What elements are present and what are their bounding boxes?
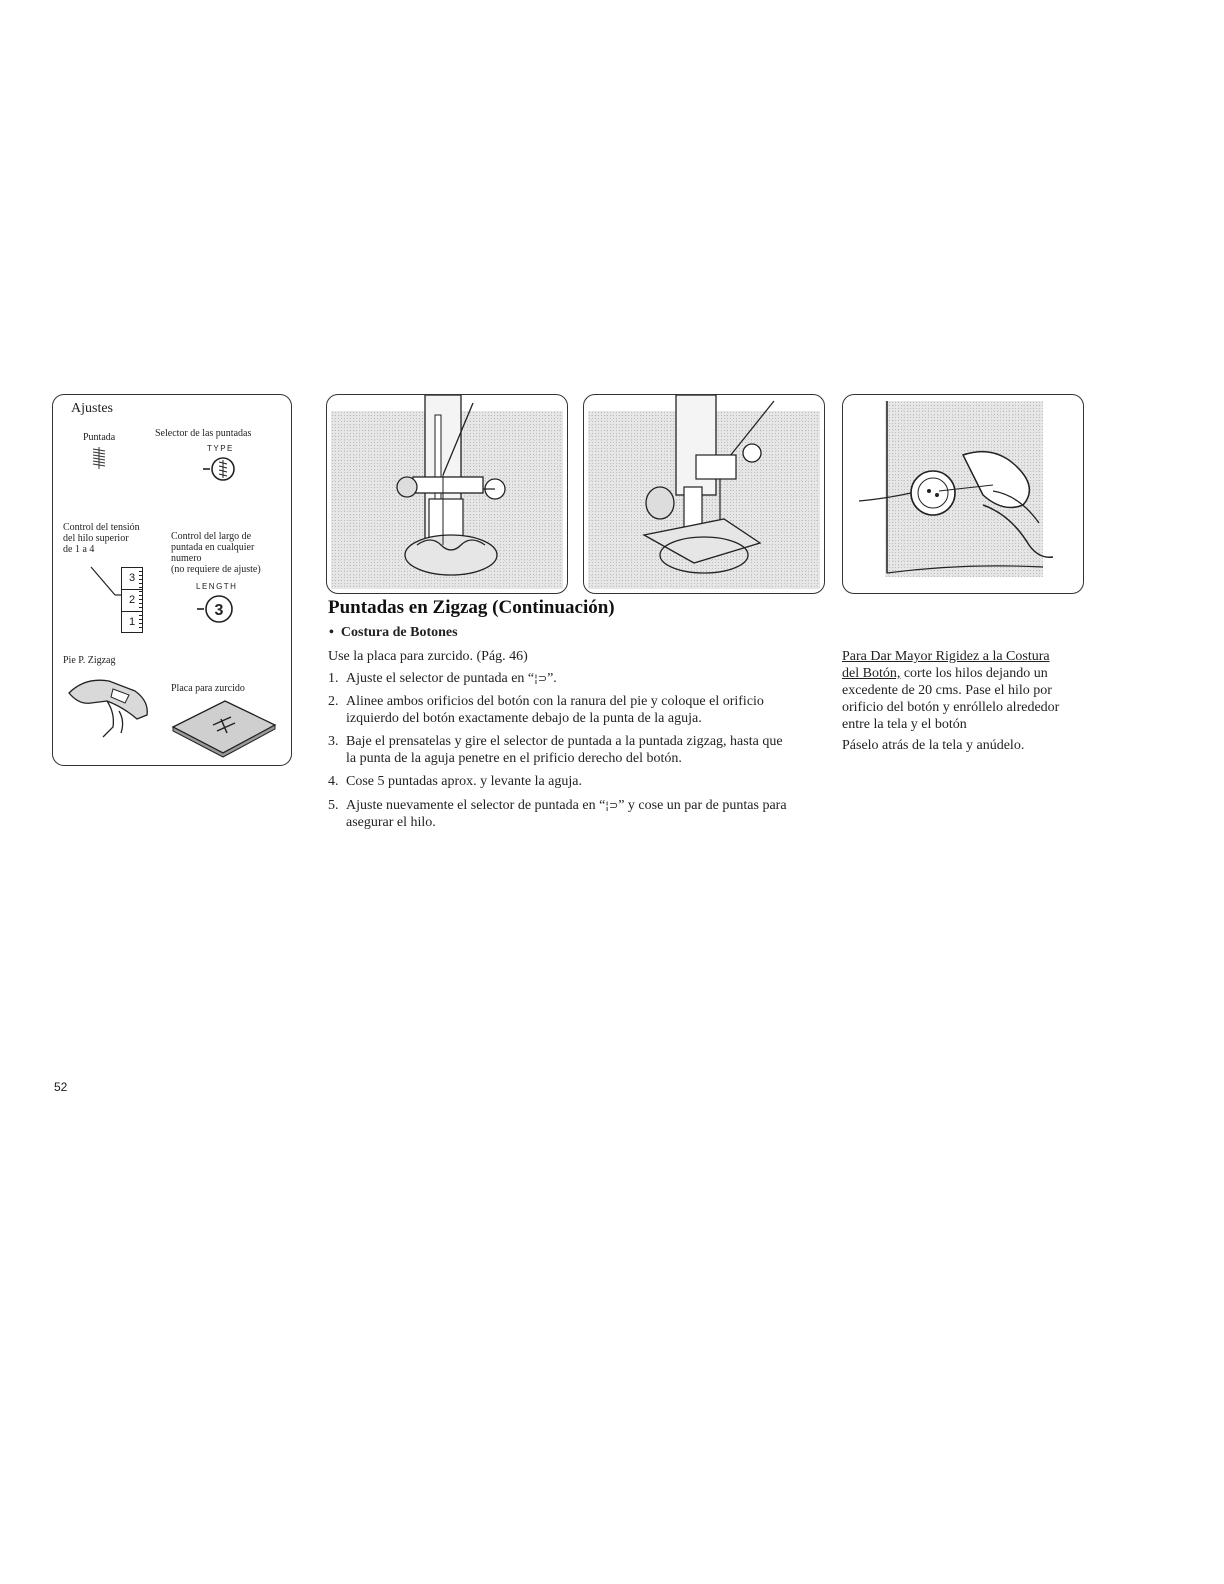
illustration-needle-right-hole bbox=[583, 394, 825, 594]
tension-label: Control del tensión del hilo superior de 1 a 4 bbox=[63, 522, 140, 555]
subtitle-text: Costura de Botones bbox=[340, 625, 458, 640]
illustration-needle-left-hole bbox=[326, 394, 568, 594]
length-dial-value: 3 bbox=[214, 602, 224, 619]
darning-plate-illustration bbox=[169, 697, 279, 759]
selector-label: Selector de las puntadas bbox=[155, 428, 252, 439]
tension-value-2: 2 bbox=[122, 590, 142, 612]
rigidity-note: Para Dar Mayor Rigidez a la Costura del Botón, corte los hilos dejando un excedente de 20 cms. Pase el hilo por orificio del botón y enróllelo alrededor entre la tela y el botón Páselo atrás de la tela y anúdelo. bbox=[842, 648, 1086, 754]
note-heading-end: del Botón, bbox=[842, 666, 901, 681]
zigzag-foot-illustration bbox=[63, 671, 163, 743]
length-dial-label: LENGTH bbox=[196, 582, 238, 591]
length-label: Control del largo de puntada en cualquier numero (no requiere de ajuste) bbox=[171, 531, 261, 575]
page-number: 52 bbox=[54, 1080, 68, 1094]
stitch-selector-dial-icon bbox=[201, 453, 241, 485]
note-heading: Para Dar Mayor Rigidez a la Costura bbox=[842, 649, 1050, 664]
settings-title: Ajustes bbox=[71, 401, 113, 416]
settings-panel bbox=[52, 394, 292, 766]
buttonhole-symbol: ¦⊃ bbox=[534, 672, 548, 685]
section-title: Puntadas en Zigzag (Continuación) bbox=[328, 597, 615, 618]
length-dial-icon bbox=[193, 591, 239, 627]
type-dial-label: TYPE bbox=[207, 444, 234, 453]
subtitle bbox=[329, 624, 458, 641]
tension-value-1: 1 bbox=[128, 616, 136, 628]
zigzag-stitch-icon bbox=[91, 447, 107, 469]
buttonhole-symbol: ¦⊃ bbox=[605, 799, 619, 812]
bullet: • bbox=[329, 625, 334, 640]
foot-label: Pie P. Zigzag bbox=[63, 655, 116, 666]
intro-text: Use la placa para zurcido. (Pág. 46) bbox=[328, 649, 528, 664]
plate-label: Placa para zurcido bbox=[171, 683, 245, 694]
tension-scale-ticks bbox=[139, 567, 143, 631]
illustration-button-thread bbox=[842, 394, 1084, 594]
tension-value-3: 3 bbox=[122, 568, 142, 590]
note-final: Páselo atrás de la tela y anúdelo. bbox=[842, 738, 1025, 753]
stitch-label: Puntada bbox=[83, 432, 116, 443]
